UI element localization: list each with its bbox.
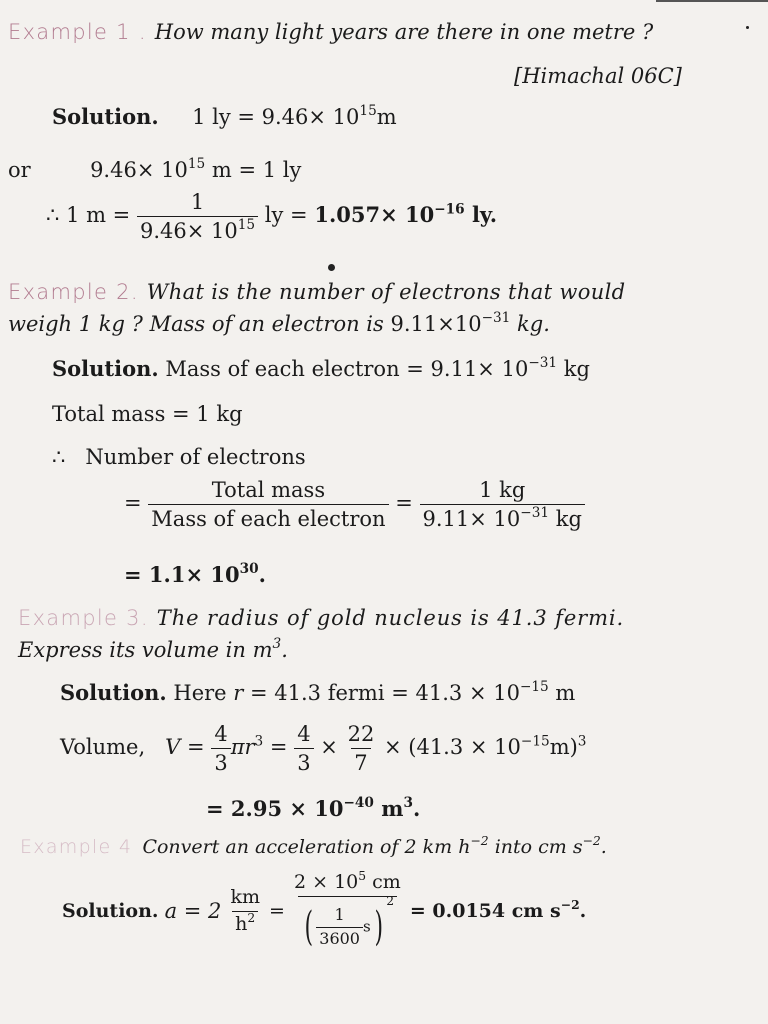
therefore-symbol: ∴ xyxy=(46,203,60,228)
label-separator: . xyxy=(130,20,155,44)
solution-label: Solution. xyxy=(52,104,159,129)
label-separator: . xyxy=(140,606,157,630)
page-edge-line xyxy=(656,0,768,2)
fraction xyxy=(345,722,378,775)
numerator-value: 2 × 10 xyxy=(294,871,359,893)
exponent: −31 xyxy=(520,505,550,522)
question-line-2 xyxy=(18,638,288,662)
denominator-value: 9.11× 10 xyxy=(422,507,521,532)
example-label: Example 2 xyxy=(8,280,131,304)
numerator: 1 xyxy=(190,190,205,214)
therefore-symbol: ∴ xyxy=(52,445,66,469)
solution-label: Solution. xyxy=(62,900,159,922)
unit: cm xyxy=(366,871,401,893)
variable-r: r xyxy=(233,681,244,705)
ex3-solution-line xyxy=(60,680,575,705)
example-1-heading xyxy=(8,20,653,44)
inner-fraction xyxy=(316,906,363,948)
exponent: 2 xyxy=(247,910,256,925)
denominator: Mass of each electron xyxy=(148,504,388,531)
exponent: −15 xyxy=(519,679,549,696)
exponent: −2 xyxy=(582,833,601,848)
denominator xyxy=(137,216,258,243)
denominator: 3 xyxy=(211,748,230,775)
open-paren: ( xyxy=(304,904,313,950)
denominator-value: 9.46× 10 xyxy=(139,219,238,244)
times-sign: × xyxy=(320,735,338,760)
unit: kg xyxy=(557,357,590,381)
result-value: = 2.95 × 10 xyxy=(206,796,344,821)
result-value: = 1.1× 10 xyxy=(124,562,240,587)
period: . xyxy=(258,562,266,587)
numerator: km xyxy=(230,885,260,908)
source-citation: [Himachal 06C] xyxy=(514,64,682,88)
exponent: 3 xyxy=(272,636,282,653)
exponent: −16 xyxy=(434,201,465,218)
equation: 9.46× 10 xyxy=(90,158,188,182)
pi-r: πr xyxy=(230,735,255,760)
question-text: The radius of gold nucleus is 41.3 fermi. xyxy=(156,606,625,630)
fraction xyxy=(148,478,388,531)
unit: m xyxy=(376,105,397,129)
example-3-heading xyxy=(18,606,624,630)
exponent: 30 xyxy=(239,561,259,578)
ex1-solution-line xyxy=(52,104,397,129)
ex2-solution-line xyxy=(52,356,590,381)
fraction xyxy=(227,887,263,936)
fraction xyxy=(291,868,404,950)
numerator: 4 xyxy=(297,722,311,746)
ex3-volume-line xyxy=(60,722,586,775)
denominator-value: h xyxy=(235,912,248,935)
close-paren: ) xyxy=(374,904,383,950)
exponent: −40 xyxy=(343,795,374,812)
label: Number of electrons xyxy=(85,445,306,469)
unit: m) xyxy=(549,735,578,760)
question-value: 9.11×10 xyxy=(390,312,482,336)
exponent: −31 xyxy=(481,310,511,327)
exponent: −31 xyxy=(528,355,558,372)
question-text: into cm s xyxy=(488,836,583,858)
numerator: 1 kg xyxy=(479,478,526,502)
exponent: 5 xyxy=(358,868,367,883)
question-text: How many light years are there in one metre ? xyxy=(154,20,654,44)
exponent: 3 xyxy=(254,733,264,750)
total-mass-line: Total mass = 1 kg xyxy=(52,402,243,426)
numerator: 1 xyxy=(334,905,345,925)
ex2-fraction-line xyxy=(124,478,585,531)
exponent: 2 xyxy=(386,893,395,908)
result-value: = 0.0154 cm s xyxy=(409,900,561,922)
fraction xyxy=(211,722,230,775)
number-of-electrons-line xyxy=(52,445,306,469)
solution-text: Here xyxy=(173,681,234,705)
exponent: 15 xyxy=(187,156,206,173)
exponent: 15 xyxy=(237,217,256,234)
ex4-solution-line xyxy=(62,868,587,950)
equals-sign: = xyxy=(124,491,142,516)
example-4-heading xyxy=(20,833,607,858)
lhs: 1 m = xyxy=(66,203,131,228)
numerator: Total mass xyxy=(211,478,326,502)
expression: × (41.3 × 10 xyxy=(384,735,521,760)
unit: m xyxy=(373,796,404,821)
lhs: a = 2 xyxy=(164,899,222,923)
numerator: 22 xyxy=(347,722,375,746)
solution-label: Solution. xyxy=(60,680,167,705)
equation: 1 ly = 9.46× 10 xyxy=(192,105,360,129)
question-text: What is the number of electrons that would xyxy=(146,280,626,304)
ink-dot xyxy=(328,264,335,271)
fraction xyxy=(420,478,585,531)
exponent: −15 xyxy=(520,733,550,750)
result xyxy=(409,896,587,922)
ink-dot xyxy=(746,26,749,29)
question-text: Convert an acceleration of 2 km h xyxy=(142,836,471,858)
fraction xyxy=(294,722,313,775)
exponent: −2 xyxy=(560,896,580,912)
equals-sign: = xyxy=(269,735,288,760)
equals-sign: = xyxy=(187,735,205,760)
ex1-or-line xyxy=(8,158,301,182)
example-2-heading xyxy=(8,280,625,304)
denominator: 3600 xyxy=(316,927,363,948)
denominator xyxy=(420,504,585,531)
unit: kg xyxy=(549,507,582,532)
denominator: 3 xyxy=(294,748,313,775)
result-value: 1.057× 10 xyxy=(314,202,435,228)
exponent: 3 xyxy=(403,795,413,812)
denominator xyxy=(298,893,398,950)
variable-v: V xyxy=(165,735,181,760)
label-separator: . xyxy=(130,280,147,304)
question xyxy=(142,833,607,858)
numerator: 4 xyxy=(214,722,228,746)
equals-sign: = xyxy=(395,491,413,516)
example-label: Example 3 xyxy=(18,606,141,630)
period: . xyxy=(412,796,421,821)
question-text: Express its volume in m xyxy=(18,638,273,662)
result-unit: ly. xyxy=(464,202,498,228)
unit: s xyxy=(362,917,371,936)
numerator xyxy=(291,868,404,896)
question-text: weigh 1 kg ? Mass of an electron is xyxy=(8,312,384,336)
fraction xyxy=(137,190,258,243)
solution-label: Solution. xyxy=(52,356,159,381)
ex1-result-line xyxy=(46,190,497,243)
unit: m xyxy=(548,681,576,705)
denominator: 7 xyxy=(351,748,370,775)
exponent: 3 xyxy=(577,733,587,750)
solution-text: Mass of each electron = 9.11× 10 xyxy=(165,357,529,381)
rhs-unit: ly = xyxy=(264,203,315,228)
example-label: Example 4 xyxy=(20,836,133,858)
exponent: 15 xyxy=(359,103,377,120)
equation-rhs: m = 1 ly xyxy=(205,158,302,182)
period: . xyxy=(579,900,587,922)
volume-label: Volume, xyxy=(60,735,146,760)
solution-text: = 41.3 fermi = 41.3 × 10 xyxy=(243,681,520,705)
question-line-2 xyxy=(8,312,550,336)
exponent: −2 xyxy=(470,833,489,848)
or-word: or xyxy=(8,158,31,182)
equals-sign: = xyxy=(269,900,285,922)
ex3-result xyxy=(206,796,420,821)
example-label: Example 1 xyxy=(8,20,131,44)
period: . xyxy=(281,638,288,662)
ex2-result xyxy=(124,562,266,587)
denominator xyxy=(232,911,258,936)
unit: kg. xyxy=(510,312,550,336)
period: . xyxy=(600,836,607,858)
